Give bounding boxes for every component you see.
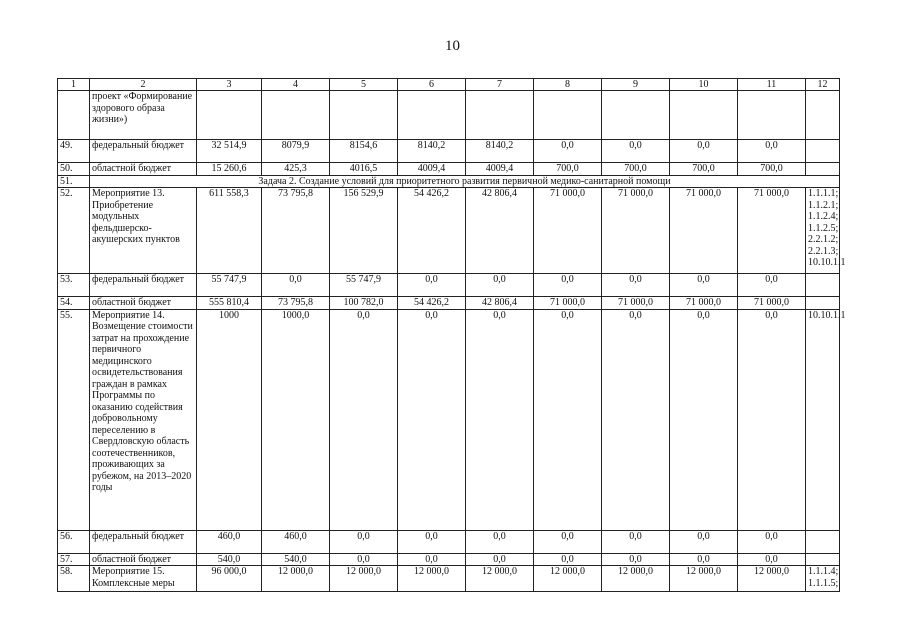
- value-cell: [197, 91, 262, 140]
- value-cell: 71 000,0: [602, 188, 670, 274]
- value-cell: 0,0: [602, 530, 670, 553]
- table-row: [58, 566, 840, 592]
- value-cell: 12 000,0: [738, 566, 806, 592]
- value-cell: 0,0: [534, 530, 602, 553]
- value-cell: 0,0: [534, 309, 602, 530]
- value-cell: 0,0: [738, 140, 806, 163]
- row-number: 51.: [58, 175, 90, 188]
- value-cell: [602, 91, 670, 140]
- budget-table: [57, 78, 846, 592]
- value-cell: 0,0: [330, 530, 398, 553]
- header-cell: 3: [197, 79, 262, 91]
- row-number: 53.: [58, 274, 90, 297]
- value-cell: 71 000,0: [534, 188, 602, 274]
- value-cell: 0,0: [534, 140, 602, 163]
- value-cell: 700,0: [602, 163, 670, 176]
- header-cell: 12: [806, 79, 840, 91]
- value-cell: 0,0: [330, 553, 398, 566]
- value-cell: 96 000,0: [197, 566, 262, 592]
- value-cell: 42 806,4: [466, 297, 534, 310]
- header-row: [58, 79, 840, 91]
- value-cell: 460,0: [197, 530, 262, 553]
- header-cell: 9: [602, 79, 670, 91]
- value-cell: [466, 91, 534, 140]
- value-cell: 55 747,9: [330, 274, 398, 297]
- value-cell: 425,3: [262, 163, 330, 176]
- value-cell: 54 426,2: [398, 297, 466, 310]
- value-cell: 0,0: [534, 553, 602, 566]
- row-number: 55.: [58, 309, 90, 530]
- value-cell: 71 000,0: [670, 297, 738, 310]
- table-row: [58, 163, 840, 176]
- target-code: [806, 274, 840, 297]
- target-code: [806, 553, 840, 566]
- value-cell: 540,0: [197, 553, 262, 566]
- row-name: Мероприятие 15. Комплексные меры: [90, 566, 197, 592]
- value-cell: 71 000,0: [670, 188, 738, 274]
- row-name: Мероприятие 13. Приобретение модульных фельдшерско-акушерских пунктов: [90, 188, 197, 274]
- value-cell: 0,0: [602, 553, 670, 566]
- value-cell: [262, 91, 330, 140]
- value-cell: 0,0: [398, 274, 466, 297]
- value-cell: 0,0: [602, 140, 670, 163]
- table-row: [58, 274, 840, 297]
- header-cell: 5: [330, 79, 398, 91]
- header-cell: 7: [466, 79, 534, 91]
- value-cell: 0,0: [534, 274, 602, 297]
- value-cell: 0,0: [670, 140, 738, 163]
- header-cell: 1: [58, 79, 90, 91]
- value-cell: 700,0: [670, 163, 738, 176]
- value-cell: 4009,4: [398, 163, 466, 176]
- value-cell: [738, 91, 806, 140]
- value-cell: 54 426,2: [398, 188, 466, 274]
- value-cell: 156 529,9: [330, 188, 398, 274]
- value-cell: [398, 91, 466, 140]
- target-code: 1.1.1.1; 1.1.2.1; 1.1.2.4; 1.1.2.5; 2.2.1.2; 2.2.1.3; 10.10.1.1: [806, 188, 840, 274]
- value-cell: 1000,0: [262, 309, 330, 530]
- task-heading: Задача 2. Создание условий для приоритетного развития первичной медико-санитарной помощи: [90, 175, 840, 188]
- row-number: 57.: [58, 553, 90, 566]
- table-row: [58, 297, 840, 310]
- value-cell: 71 000,0: [602, 297, 670, 310]
- header-cell: 8: [534, 79, 602, 91]
- value-cell: 1000: [197, 309, 262, 530]
- target-code: [806, 297, 840, 310]
- value-cell: 0,0: [398, 309, 466, 530]
- value-cell: 700,0: [534, 163, 602, 176]
- row-name: областной бюджет: [90, 163, 197, 176]
- value-cell: [670, 91, 738, 140]
- value-cell: 8140,2: [466, 140, 534, 163]
- value-cell: 611 558,3: [197, 188, 262, 274]
- table-row: [58, 309, 840, 530]
- target-code: [806, 163, 840, 176]
- value-cell: 0,0: [466, 309, 534, 530]
- value-cell: 12 000,0: [330, 566, 398, 592]
- value-cell: 71 000,0: [738, 297, 806, 310]
- table-row: [58, 91, 840, 140]
- value-cell: 0,0: [466, 553, 534, 566]
- row-name: Мероприятие 14. Возмещение стоимости затрат на прохождение первичного медицинского освидетельствования граждан в рамках Программы по оказанию содействия добровольному переселению в Свердловскую область соотечественников, проживающих за рубежом, на 2013–2020 годы: [90, 309, 197, 530]
- header-cell: 6: [398, 79, 466, 91]
- target-code: 1.1.1.4; 1.1.1.5;: [806, 566, 840, 592]
- row-number: 54.: [58, 297, 90, 310]
- table-row: [58, 530, 840, 553]
- value-cell: 32 514,9: [197, 140, 262, 163]
- value-cell: 0,0: [398, 553, 466, 566]
- table-row: [58, 553, 840, 566]
- row-number: 56.: [58, 530, 90, 553]
- row-name: областной бюджет: [90, 297, 197, 310]
- value-cell: 55 747,9: [197, 274, 262, 297]
- value-cell: 0,0: [670, 274, 738, 297]
- table-body: [58, 79, 846, 592]
- value-cell: 12 000,0: [602, 566, 670, 592]
- value-cell: 8079,9: [262, 140, 330, 163]
- row-number: [58, 91, 90, 140]
- value-cell: 42 806,4: [466, 188, 534, 274]
- value-cell: 73 795,8: [262, 188, 330, 274]
- value-cell: 0,0: [670, 530, 738, 553]
- value-cell: 12 000,0: [398, 566, 466, 592]
- value-cell: 0,0: [398, 530, 466, 553]
- value-cell: 100 782,0: [330, 297, 398, 310]
- value-cell: [534, 91, 602, 140]
- value-cell: 0,0: [738, 530, 806, 553]
- target-code: [806, 530, 840, 553]
- value-cell: 71 000,0: [534, 297, 602, 310]
- value-cell: 0,0: [466, 274, 534, 297]
- header-cell: 2: [90, 79, 197, 91]
- row-name: проект «Формирование здорового образа жизни»): [90, 91, 197, 140]
- row-name: федеральный бюджет: [90, 274, 197, 297]
- table-row: [58, 175, 840, 188]
- value-cell: 0,0: [262, 274, 330, 297]
- value-cell: 0,0: [602, 309, 670, 530]
- value-cell: 0,0: [670, 309, 738, 530]
- value-cell: 0,0: [466, 530, 534, 553]
- value-cell: 12 000,0: [670, 566, 738, 592]
- page-number: 10: [445, 38, 460, 54]
- value-cell: 700,0: [738, 163, 806, 176]
- value-cell: 540,0: [262, 553, 330, 566]
- value-cell: 460,0: [262, 530, 330, 553]
- header-cell: 11: [738, 79, 806, 91]
- value-cell: 12 000,0: [534, 566, 602, 592]
- target-code: [806, 140, 840, 163]
- value-cell: 555 810,4: [197, 297, 262, 310]
- target-code: [806, 91, 840, 140]
- value-cell: 15 260,6: [197, 163, 262, 176]
- row-number: 49.: [58, 140, 90, 163]
- value-cell: 0,0: [670, 553, 738, 566]
- value-cell: [330, 91, 398, 140]
- table-row: [58, 188, 840, 274]
- value-cell: 73 795,8: [262, 297, 330, 310]
- row-name: федеральный бюджет: [90, 530, 197, 553]
- header-cell: 4: [262, 79, 330, 91]
- value-cell: 0,0: [602, 274, 670, 297]
- value-cell: 71 000,0: [738, 188, 806, 274]
- value-cell: 8154,6: [330, 140, 398, 163]
- value-cell: 0,0: [738, 274, 806, 297]
- target-code: 10.10.1.1: [806, 309, 840, 530]
- row-name: федеральный бюджет: [90, 140, 197, 163]
- row-name: областной бюджет: [90, 553, 197, 566]
- value-cell: 12 000,0: [262, 566, 330, 592]
- row-number: 52.: [58, 188, 90, 274]
- table-row: [58, 140, 840, 163]
- row-number: 58.: [58, 566, 90, 592]
- value-cell: 0,0: [738, 553, 806, 566]
- value-cell: 4009,4: [466, 163, 534, 176]
- value-cell: 0,0: [738, 309, 806, 530]
- value-cell: 8140,2: [398, 140, 466, 163]
- value-cell: 0,0: [330, 309, 398, 530]
- row-number: 50.: [58, 163, 90, 176]
- header-cell: 10: [670, 79, 738, 91]
- value-cell: 12 000,0: [466, 566, 534, 592]
- value-cell: 4016,5: [330, 163, 398, 176]
